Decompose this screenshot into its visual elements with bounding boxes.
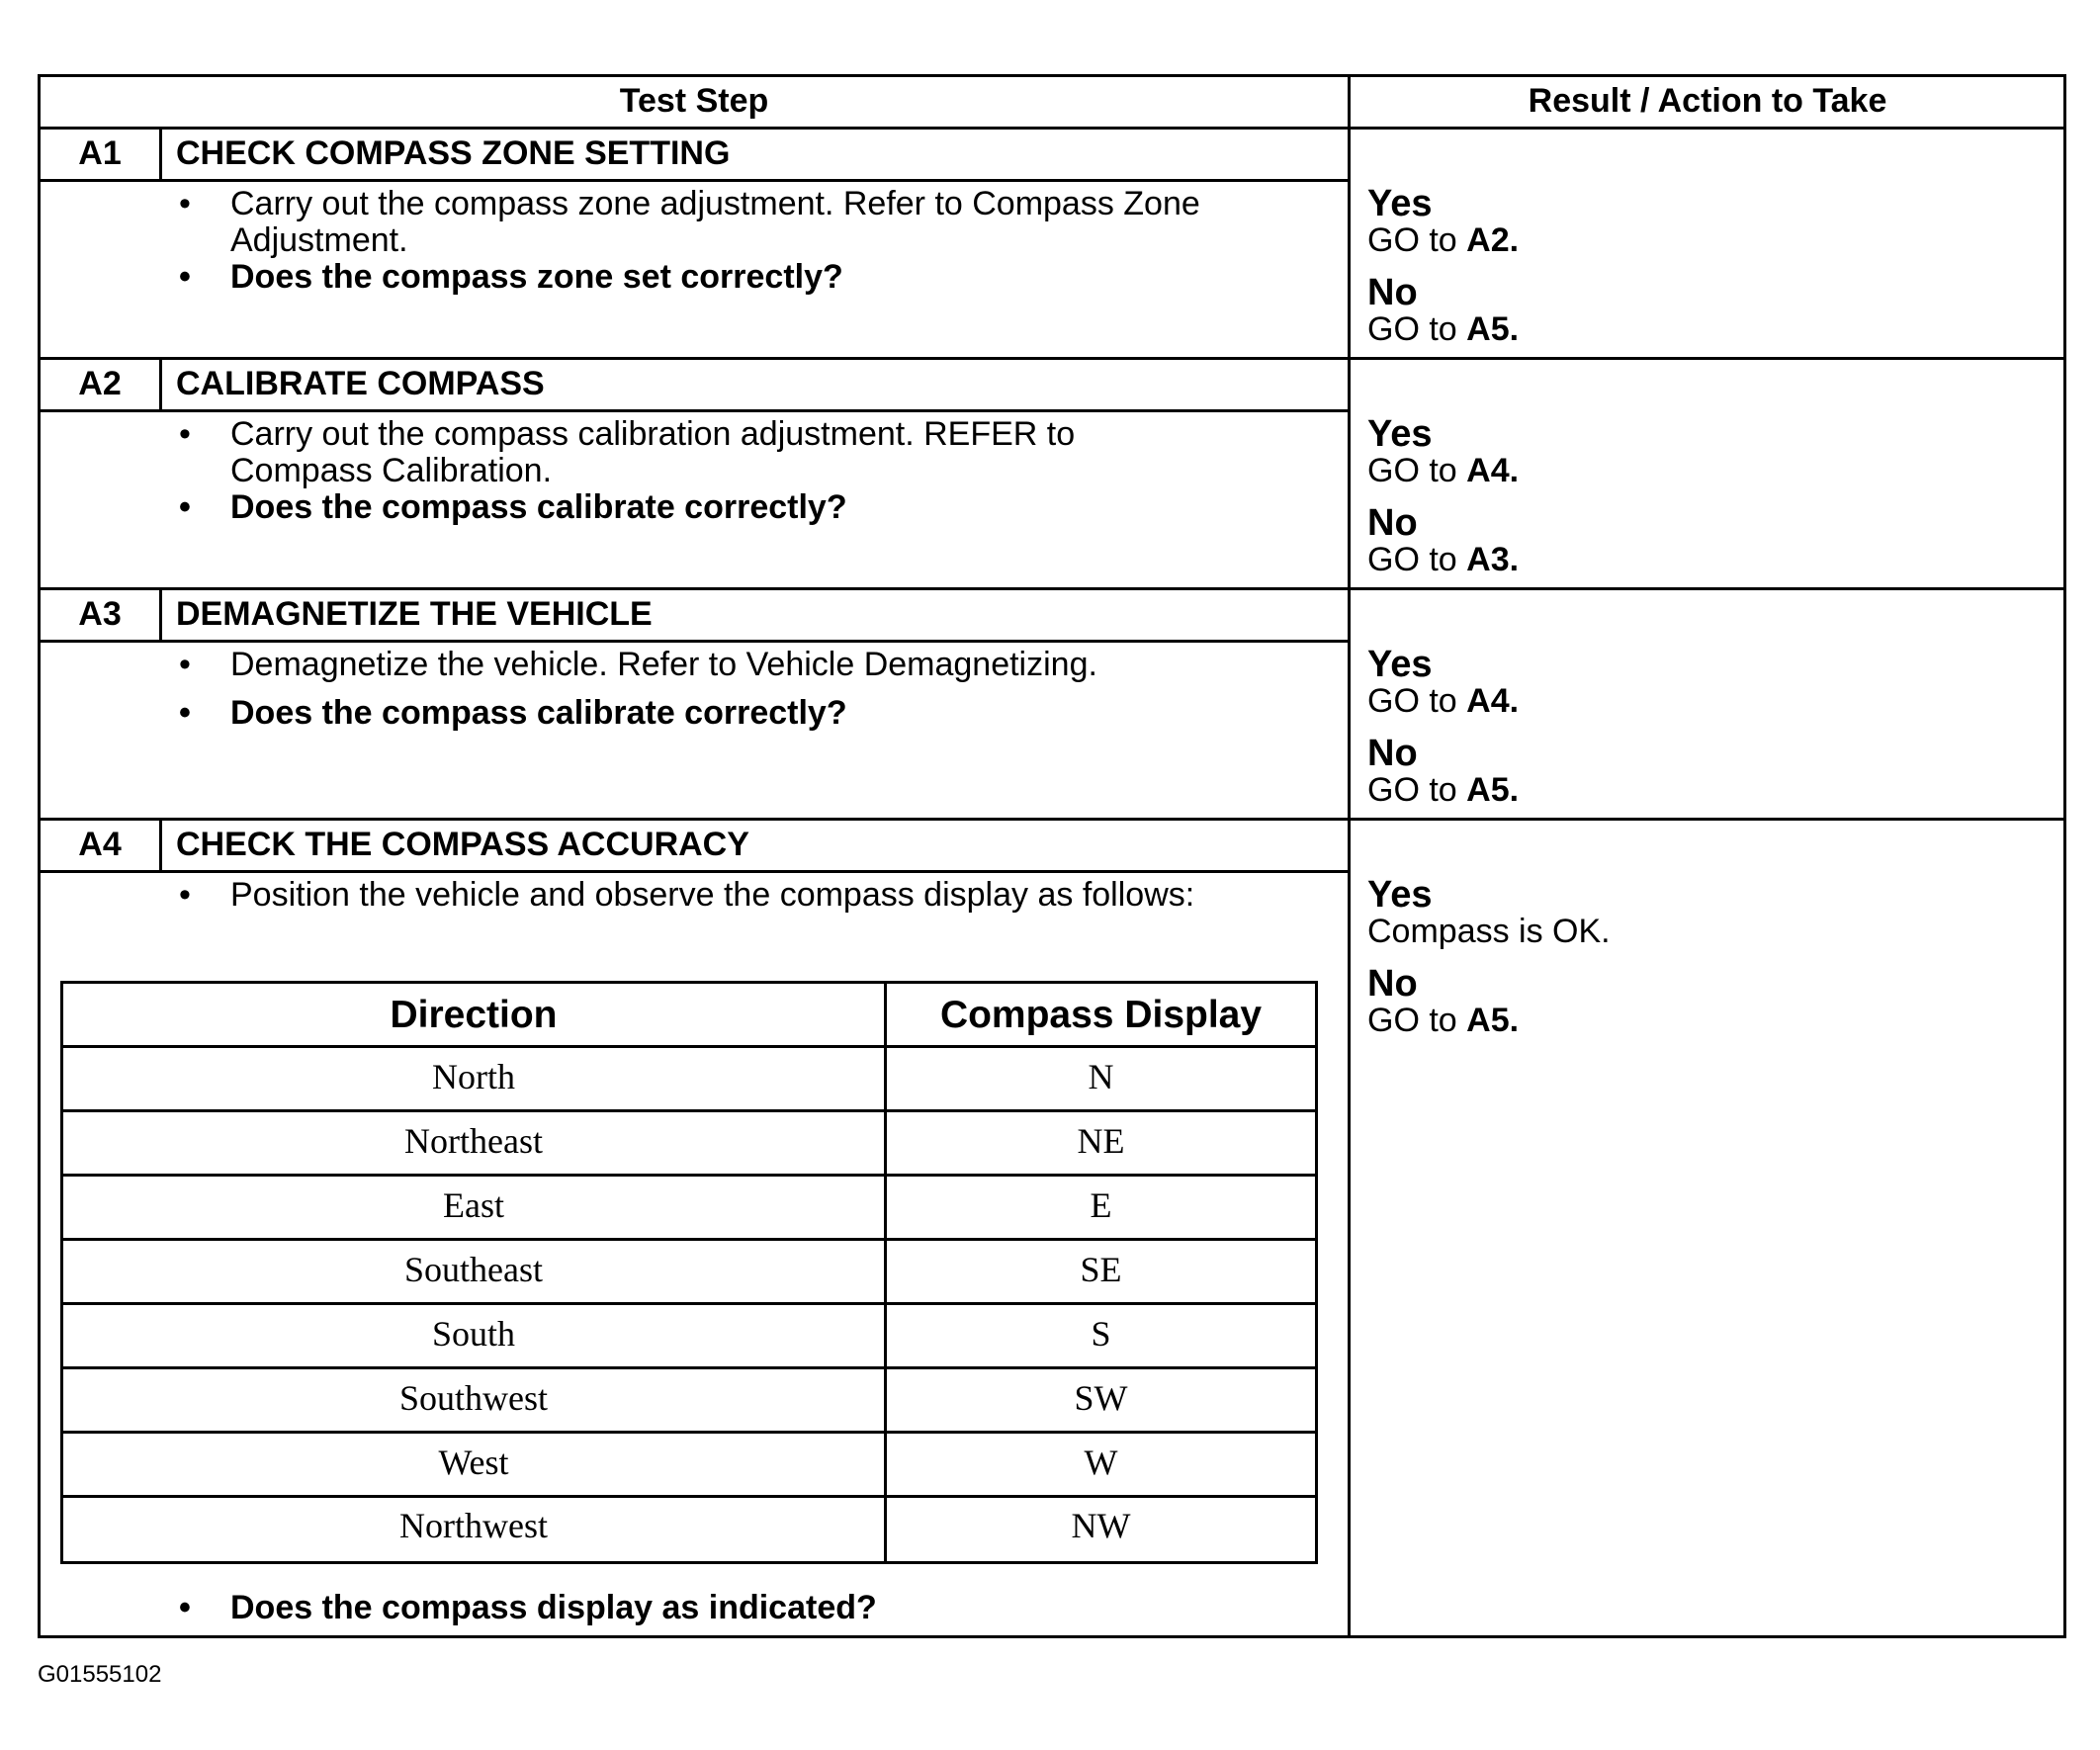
step-title-a3: DEMAGNETIZE THE VEHICLE <box>176 595 653 633</box>
step-a3-bullet-2 <box>179 694 1318 732</box>
bullet-text: Carry out the compass calibration adjustment. REFER to Compass Calibration. <box>230 415 1076 489</box>
step-a2-result <box>1367 413 1520 578</box>
step-a4-bullet-2 <box>179 1589 1318 1626</box>
step-title-a2: CALIBRATE COMPASS <box>176 365 545 402</box>
compass-display-header: Compass Display <box>939 994 1263 1036</box>
result-yes-label: Yes <box>1367 644 1433 685</box>
direction-header: Direction <box>390 994 558 1036</box>
direction-row-rule <box>63 1109 1315 1112</box>
step-id-divider <box>159 818 162 870</box>
result-no-label: No <box>1367 502 1418 544</box>
step-id-divider <box>159 127 162 179</box>
result-yes-action: GO to A4. <box>1367 452 1520 489</box>
display-cell: S <box>1091 1314 1111 1354</box>
step-title-a1: CHECK COMPASS ZONE SETTING <box>176 134 731 172</box>
step-title-rule <box>41 179 1348 182</box>
step-a4-result <box>1367 874 1611 1039</box>
figure-id: G01555102 <box>38 1661 162 1688</box>
direction-row-rule <box>63 1302 1315 1305</box>
result-yes-label: Yes <box>1367 183 1433 224</box>
display-cell: N <box>1088 1057 1114 1096</box>
display-cell: NW <box>1071 1506 1131 1545</box>
step-id-divider <box>159 357 162 409</box>
display-cell: SW <box>1074 1378 1128 1418</box>
result-no-action: GO to A5. <box>1367 771 1520 809</box>
step-a4-bullet-1 <box>179 876 1338 914</box>
step-id-a1: A1 <box>78 134 122 172</box>
bullet-text: Demagnetize the vehicle. Refer to Vehicle Demagnetizing. <box>230 646 1097 683</box>
step-title-rule <box>41 409 1348 412</box>
step-a1-result <box>1367 183 1520 348</box>
display-cell: SE <box>1080 1250 1122 1289</box>
step-id-a2: A2 <box>78 365 122 402</box>
direction-row-rule <box>63 1174 1315 1177</box>
direction-cell: Southeast <box>404 1250 543 1289</box>
bullet-text: Does the compass display as indicated? <box>230 1589 877 1626</box>
bullet-text: Does the compass calibrate correctly? <box>230 488 847 526</box>
column-divider <box>1348 77 1351 1635</box>
step-id-divider <box>159 587 162 640</box>
result-yes-action: GO to A4. <box>1367 682 1520 720</box>
direction-cell: Southwest <box>398 1378 548 1418</box>
header-result-action: Result / Action to Take <box>1528 82 1887 120</box>
direction-table <box>60 981 1318 1564</box>
bullet-dot: • <box>179 488 191 526</box>
result-no-action: GO to A3. <box>1367 541 1520 578</box>
direction-cell: West <box>438 1443 509 1482</box>
step-a2-bullet-1 <box>179 415 1219 489</box>
display-cell: W <box>1084 1443 1118 1482</box>
bullet-dot: • <box>179 415 191 453</box>
step-rule <box>41 587 2063 590</box>
bullet-text: Carry out the compass zone adjustment. Refer to Compass Zone Adjustment. <box>230 185 1200 259</box>
bullet-text: Does the compass zone set correctly? <box>230 258 843 296</box>
bullet-dot: • <box>179 258 191 296</box>
direction-row-rule <box>63 1238 1315 1241</box>
result-yes-label: Yes <box>1367 874 1433 916</box>
bullet-dot: • <box>179 185 191 222</box>
result-yes-action: Compass is OK. <box>1367 913 1611 950</box>
direction-row-rule <box>63 1366 1315 1369</box>
result-yes-label: Yes <box>1367 413 1433 455</box>
direction-cell: South <box>431 1314 516 1354</box>
result-yes-action: GO to A2. <box>1367 221 1520 259</box>
step-a3-bullet-1 <box>179 646 1318 683</box>
header-rule <box>41 127 2063 130</box>
step-title-rule <box>41 640 1348 643</box>
direction-cell: Northeast <box>404 1121 543 1161</box>
result-no-label: No <box>1367 733 1418 774</box>
step-a3-result <box>1367 644 1520 809</box>
header-test-step: Test Step <box>619 82 769 120</box>
bullet-text: Does the compass calibrate correctly? <box>230 694 847 732</box>
direction-row-rule <box>63 1495 1315 1498</box>
step-a1-bullet-2 <box>179 258 1318 296</box>
direction-row-rule <box>63 1431 1315 1434</box>
diagnostic-table <box>38 74 2066 1638</box>
direction-cell: Northwest <box>399 1506 548 1545</box>
step-rule <box>41 357 2063 360</box>
step-a1-bullet-1 <box>179 185 1259 259</box>
bullet-dot: • <box>179 1589 191 1626</box>
step-title-rule <box>41 870 1348 873</box>
result-no-label: No <box>1367 963 1418 1005</box>
step-title-a4: CHECK THE COMPASS ACCURACY <box>176 826 749 863</box>
bullet-dot: • <box>179 646 191 683</box>
result-no-action: GO to A5. <box>1367 310 1520 348</box>
bullet-dot: • <box>179 876 191 914</box>
direction-cell: North <box>432 1057 515 1096</box>
step-a2-bullet-2 <box>179 488 1318 526</box>
display-cell: E <box>1090 1185 1112 1225</box>
bullet-text: Position the vehicle and observe the compass display as follows: <box>230 876 1195 914</box>
step-rule <box>41 818 2063 821</box>
bullet-dot: • <box>179 694 191 732</box>
step-id-a4: A4 <box>78 826 122 863</box>
direction-header-rule <box>63 1045 1315 1048</box>
direction-cell: East <box>443 1185 504 1225</box>
step-id-a3: A3 <box>78 595 122 633</box>
result-no-label: No <box>1367 272 1418 313</box>
result-no-action: GO to A5. <box>1367 1002 1520 1039</box>
display-cell: NE <box>1077 1121 1125 1161</box>
